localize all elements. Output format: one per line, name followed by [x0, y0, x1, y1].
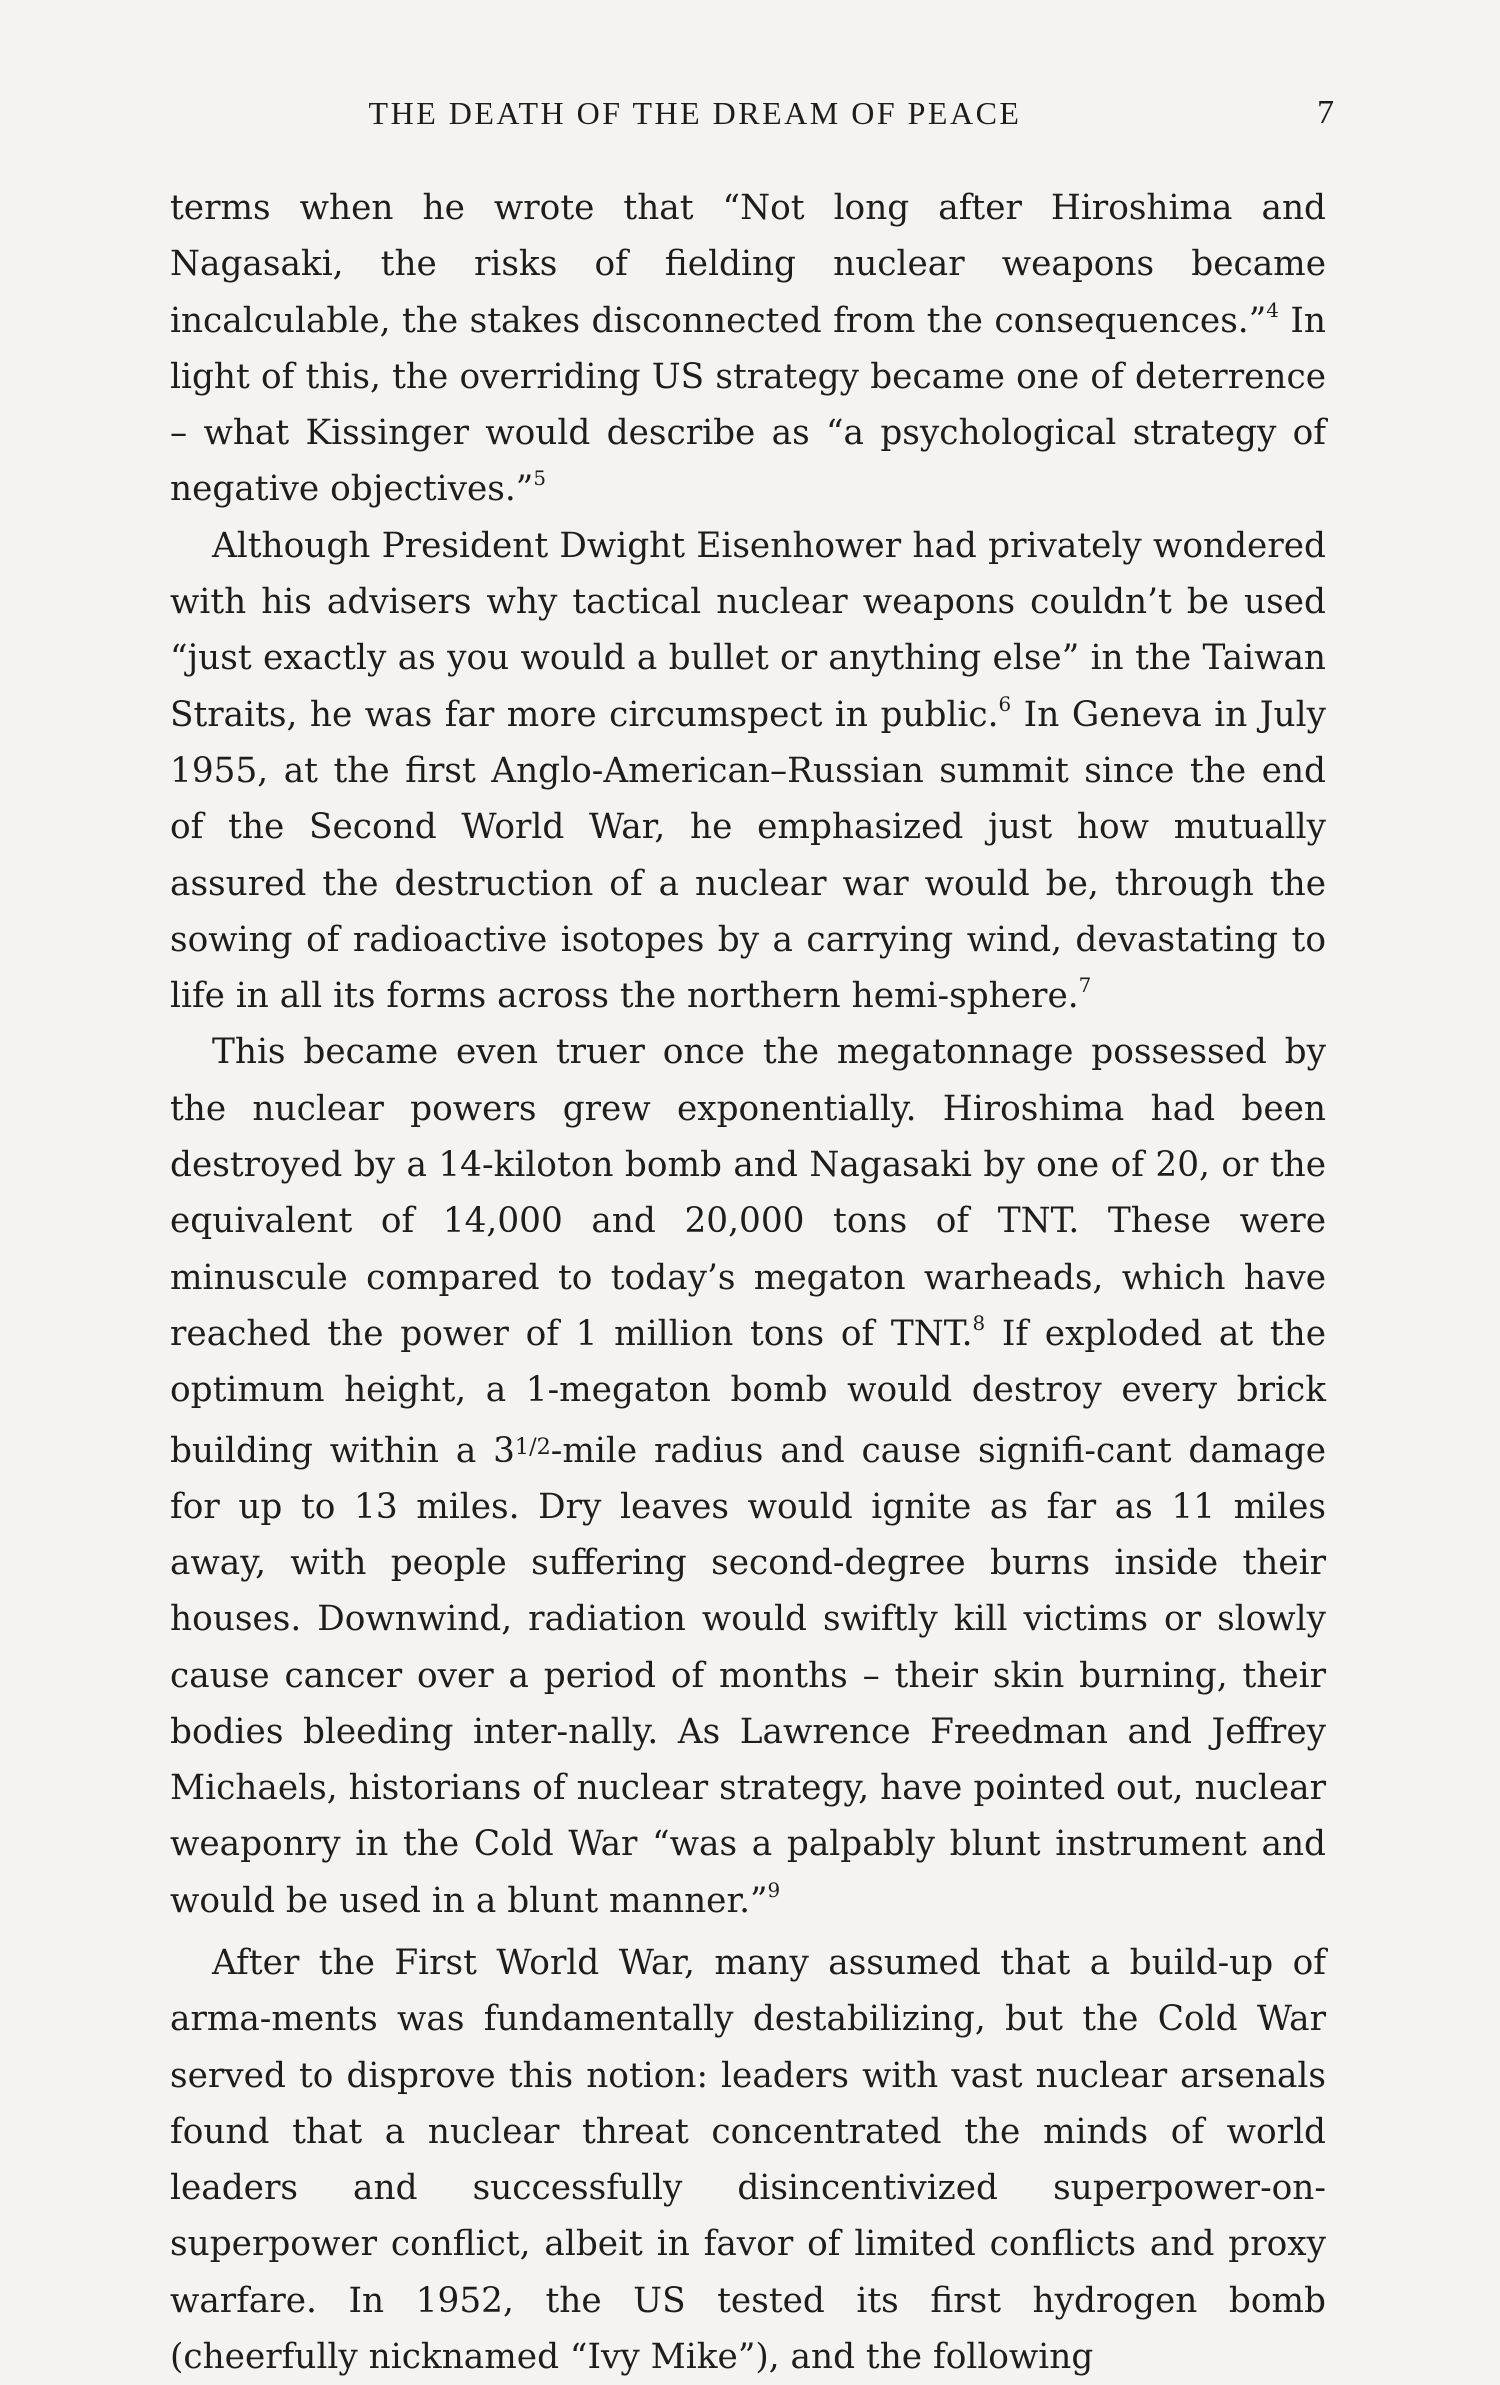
paragraph-4 — [170, 1935, 1326, 2385]
text-run: In Geneva in July 1955, at the first Anglo-American–Russian summit since the end of the Second World War, he emphasized just how mutually assured the destruction of a nuclear war would be, through the sowing of radioactive isotopes by a carrying wind, devastating to life in all its forms across the northern hemi-sphere. — [170, 694, 1326, 1017]
footnote-marker: 6 — [998, 692, 1012, 716]
page-header — [170, 88, 1334, 138]
footnote-marker: 5 — [533, 467, 546, 491]
body-text — [170, 180, 1326, 2385]
text-run: terms when he wrote that “Not long after Hiroshima and Nagasaki, the risks of fielding nuclear weapons became incalculable, the stakes disconnected from the consequences.” — [170, 188, 1326, 341]
text-run: In light of this, the overriding US strategy became one of deterrence – what Kissinger would describe as “a psychological strategy of negative objectives.” — [170, 300, 1326, 510]
footnote-marker: 7 — [1078, 974, 1092, 998]
fraction: 1/2 — [514, 1433, 551, 1460]
text-run: -mile radius and cause signifi-cant damage for up to 13 miles. Dry leaves would ignite as far as 11 miles away, with people suffering second-degree burns inside their houses. Downwind, radiation would swiftly kill victims or slowly cause cancer over a period of months – their skin burning, their bodies bleeding inter-nally. As Lawrence Freedman and Jeffrey Michaels, historians of nuclear strategy, have pointed out, nuclear weaponry in the Cold War “was a palpably blunt instrument and would be used in a blunt manner.” — [170, 1430, 1326, 1921]
running-head: THE DEATH OF THE DREAM OF PEACE — [368, 95, 1022, 131]
footnote-marker: 4 — [1266, 298, 1279, 322]
footnote-marker: 9 — [767, 1878, 781, 1902]
text-run: After the First World War, many assumed that a build-up of arma-ments was fundamentally destabilizing, but the Cold War served to disprove this notion: leaders with vast nuclear arsenals found that a nuclear threat concentrated the minds of world leaders and successfully disincentivized superpower-on-superpower conflict, albeit in favor of limited conflicts and proxy warfare. In 1952, the US tested its first hydrogen bomb (cheerfully nicknamed “Ivy Mike”), and the following — [170, 1943, 1326, 2378]
text-run: This became even truer once the megatonnage possessed by the nuclear powers grew exponentially. Hiroshima had been destroyed by a 14-kiloton bomb and Nagasaki by one of 20, or the equivalent of 14,000 and 20,000 tons of TNT. These were minuscule compared to today’s megaton warheads, which have reached the power of 1 million tons of TNT. — [170, 1032, 1326, 1354]
page-number: 7 — [1317, 94, 1334, 131]
footnote-marker: 8 — [972, 1312, 986, 1336]
text-run: If exploded at the optimum height, a 1-megaton bomb would destroy every brick building within a 3 — [170, 1313, 1326, 1471]
paragraph-1 — [170, 180, 1326, 518]
paragraph-2 — [170, 518, 1326, 1025]
paragraph-3 — [170, 1024, 1326, 1929]
text-run: Although President Dwight Eisenhower had privately wondered with his advisers why tactical nuclear weapons couldn’t be used “just exactly as you would a bullet or anything else” in the Taiwan Straits, he was far more circumspect in public. — [170, 525, 1326, 735]
